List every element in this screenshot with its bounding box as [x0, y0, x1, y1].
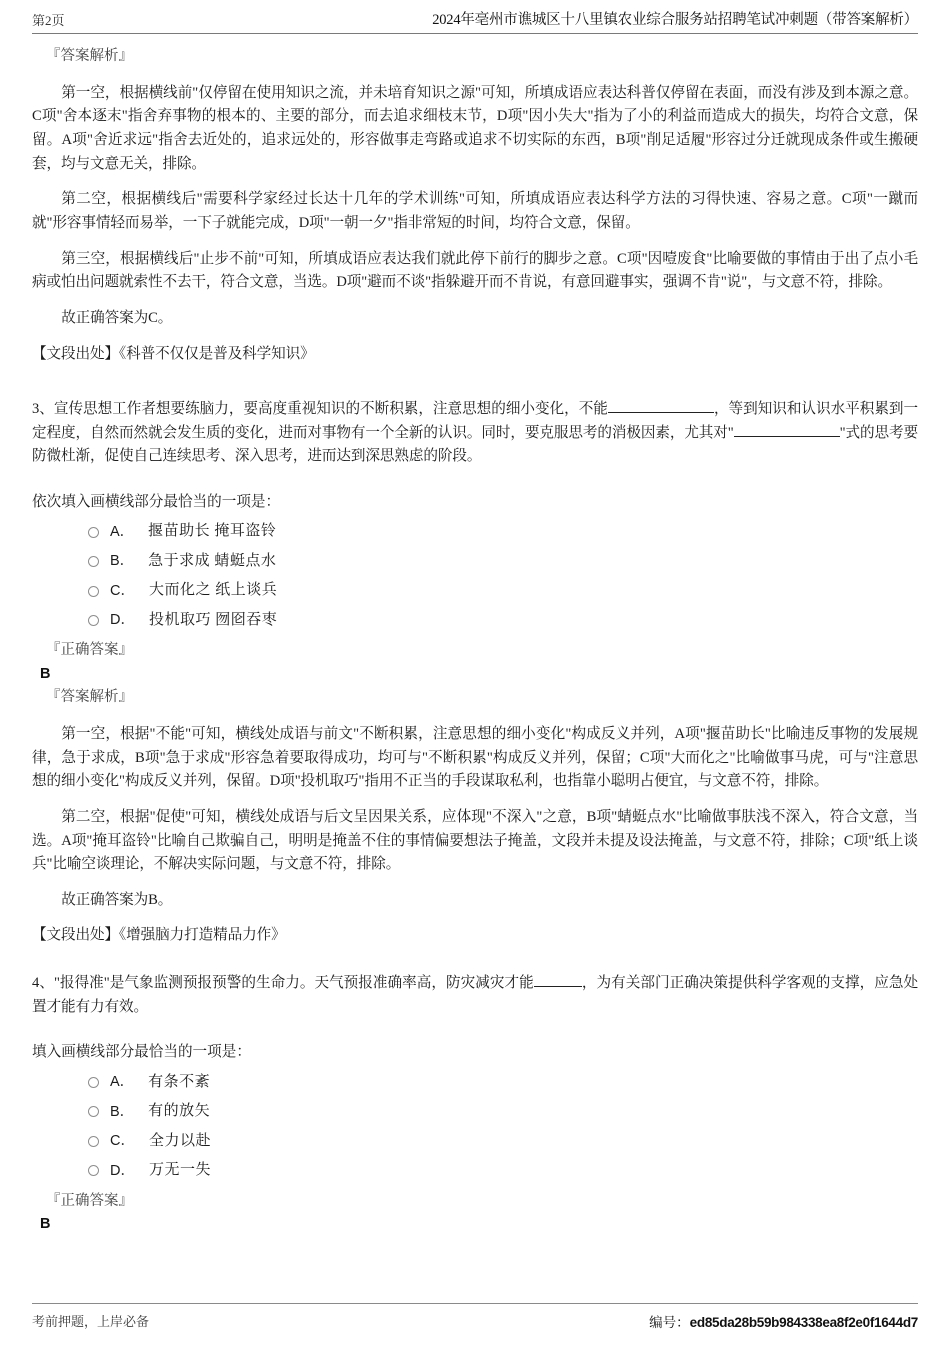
option-item[interactable] — [88, 611, 918, 631]
option-key: C． — [110, 582, 135, 599]
question-3-stem-part1: 宣传思想工作者想要练脑力，要高度重视知识的不断积累，注意思想的细小变化，不能 — [53, 401, 608, 418]
analysis-paragraph: 第一空，根据横线前"仅停留在使用知识之流，并未培育知识之源"可知，所填成语应表达科普仅停留在表面，而没有涉及到本源之意。C项"舍本逐末"指舍弃事物的根本的、主要的部分，而去追求细枝末节，D项"因小失大"指为了小的利益而造成大的损失，均符合文意，保留。A项"舍近求远"指舍去近处的，追求远处的，形容做事走弯路或追求不切实际的东西，B项"削足适履"形容过分迁就现成条件或生搬硬套，均与文意无关，排除。 — [32, 84, 918, 172]
document-title: 2024年亳州市谯城区十八里镇农业综合服务站招聘笔试冲刺题（带答案解析） — [432, 12, 918, 28]
analysis-paragraph: 第一空，根据"不能"可知，横线处成语与前文"不断积累，注意思想的细小变化"构成反义并列，A项"揠苗助长"比喻违反事物的发展规律，急于求成，B项"急于求成"形容急着要取得成功，均可与"不断积累"构成反义并列，保留；C项"大而化之"比喻做事马虎，可与"注意思想的细小变化"构成反义并列，保留。D项"投机取巧"指用不正当的手段谋取私利，也指靠小聪明占便宜，与文意不符，排除。 — [32, 725, 918, 790]
document-body — [32, 46, 918, 1237]
blank-underline — [534, 986, 582, 987]
correct-answer-value-q3: B — [40, 666, 51, 683]
blank-underline — [734, 436, 840, 437]
source-label: 【文段出处】 — [32, 345, 119, 362]
analysis-label-q3: 『答案解析』 — [46, 689, 133, 706]
source-title: 《科普不仅仅是普及科学知识》 — [118, 345, 315, 362]
analysis-conclusion: 故正确答案为C。 — [61, 309, 173, 326]
option-key: C． — [110, 1133, 135, 1150]
source-label: 【文段出处】 — [32, 927, 119, 944]
question-3-stem — [32, 398, 918, 469]
question-4-number: 4、 — [32, 975, 54, 992]
question-4-options — [32, 1073, 918, 1181]
option-text: 有条不紊 — [148, 1073, 211, 1090]
question-4-prompt: 填入画横线部分最恰当的一项是： — [32, 1044, 251, 1061]
option-key: D． — [110, 1162, 135, 1179]
option-text: 揠苗助长 掩耳盗铃 — [148, 523, 277, 540]
option-key: B． — [110, 1103, 135, 1120]
option-key: A． — [110, 1074, 135, 1091]
option-key: A． — [110, 523, 135, 540]
question-3-stem-part2: ，等到知识和认识水平积累到一定程度，自然而然就会发生质的变化，进而对事物有一个全新的认识。同时，要克服思考的消极因素，尤其对" — [32, 401, 918, 441]
analysis-label-q2: 『答案解析』 — [46, 48, 133, 64]
footer-slogan: 考前押题，上岸必备 — [32, 1314, 150, 1329]
question-3-prompt: 依次填入画横线部分最恰当的一项是： — [32, 494, 281, 511]
analysis-paragraph: 第二空，根据横线后"需要科学家经过长达十几年的学术训练"可知，所填成语应表达科学方法的习得快速、容易之意。C项"一蹴而就"形容事情轻而易举，一下子就能完成，D项"一朝一夕"指非常短的时间，均符合文意，保留。 — [32, 191, 918, 231]
analysis-paragraph: 第二空，根据"促使"可知，横线处成语与后文呈因果关系，应体现"不深入"之意，B项"蜻蜓点水"比喻做事肤浅不深入，符合文意，当选。A项"掩耳盗铃"比喻自己欺骗自己，明明是掩盖不住的事情偏要想法子掩盖，文段并未提及设法掩盖，与文意不符，排除；C项"纸上谈兵"比喻空谈理论，不解决实际问题，与文意不符，排除。 — [32, 808, 918, 873]
radio-button-icon[interactable] — [88, 556, 99, 567]
option-item[interactable] — [88, 581, 918, 601]
radio-button-icon[interactable] — [88, 615, 99, 626]
page-footer — [32, 1303, 918, 1331]
analysis-conclusion: 故正确答案为B。 — [61, 891, 173, 908]
question-3-number: 3、 — [32, 401, 54, 418]
radio-button-icon[interactable] — [88, 1106, 99, 1117]
option-text: 万无一失 — [148, 1162, 211, 1179]
page-number-label: 第2页 — [32, 13, 65, 28]
footer-code-value: ed85da28b59b984338ea8f2e0f1644d7 — [689, 1315, 918, 1330]
option-text: 急于求成 蜻蜓点水 — [148, 552, 277, 569]
option-key: B． — [110, 553, 135, 570]
correct-answer-value-q4: B — [40, 1216, 51, 1233]
source-title: 《增强脑力打造精品力作》 — [118, 927, 286, 944]
radio-button-icon[interactable] — [88, 527, 99, 538]
correct-answer-label-q4: 『正确答案』 — [46, 1192, 133, 1209]
option-item[interactable] — [88, 1102, 918, 1122]
option-text: 大而化之 纸上谈兵 — [148, 582, 278, 599]
source-line-q3 — [32, 924, 918, 948]
question-3-options — [32, 522, 918, 630]
radio-button-icon[interactable] — [88, 1136, 99, 1147]
option-text: 投机取巧 囫囵吞枣 — [148, 611, 278, 628]
question-4-stem-part1: "报得准"是气象监测预报预警的生命力。天气预报准确率高，防灾减灾才能 — [53, 975, 534, 992]
analysis-paragraph: 第三空，根据横线后"止步不前"可知，所填成语应表达我们就此停下前行的脚步之意。C项"因噎废食"比喻要做的事情由于出了点小毛病或怕出问题就索性不去干，符合文意，当选。D项"避而不谈"指躲避开而不肯说，有意回避事实，强调不肯"说"，与文意不符，排除。 — [32, 250, 918, 291]
option-text: 全力以赴 — [148, 1132, 211, 1149]
question-4-stem-part2: ，为有关部门正确决策提供科学客观的支撑，应急处置才能有力有效。 — [32, 975, 918, 1015]
correct-answer-label-q3: 『正确答案』 — [46, 642, 133, 659]
option-item[interactable] — [88, 522, 918, 542]
option-item[interactable] — [88, 1132, 918, 1152]
option-item[interactable] — [88, 552, 918, 572]
footer-code-label: 编号： — [649, 1315, 690, 1330]
blank-underline — [608, 412, 714, 413]
option-item[interactable] — [88, 1161, 918, 1181]
option-key: D． — [110, 612, 135, 629]
footer-code — [649, 1311, 918, 1331]
question-4-stem — [32, 972, 918, 1019]
radio-button-icon[interactable] — [88, 1077, 99, 1088]
radio-button-icon[interactable] — [88, 586, 99, 597]
page-header — [32, 8, 918, 34]
option-item[interactable] — [88, 1073, 918, 1093]
source-line-q2 — [32, 343, 918, 367]
option-text: 有的放矢 — [148, 1103, 211, 1120]
question-3-stem-part3: "式的思考要防微杜渐，促使自己连续思考、深入思考，进而达到深思熟虑的阶段。 — [32, 424, 919, 465]
radio-button-icon[interactable] — [88, 1165, 99, 1176]
